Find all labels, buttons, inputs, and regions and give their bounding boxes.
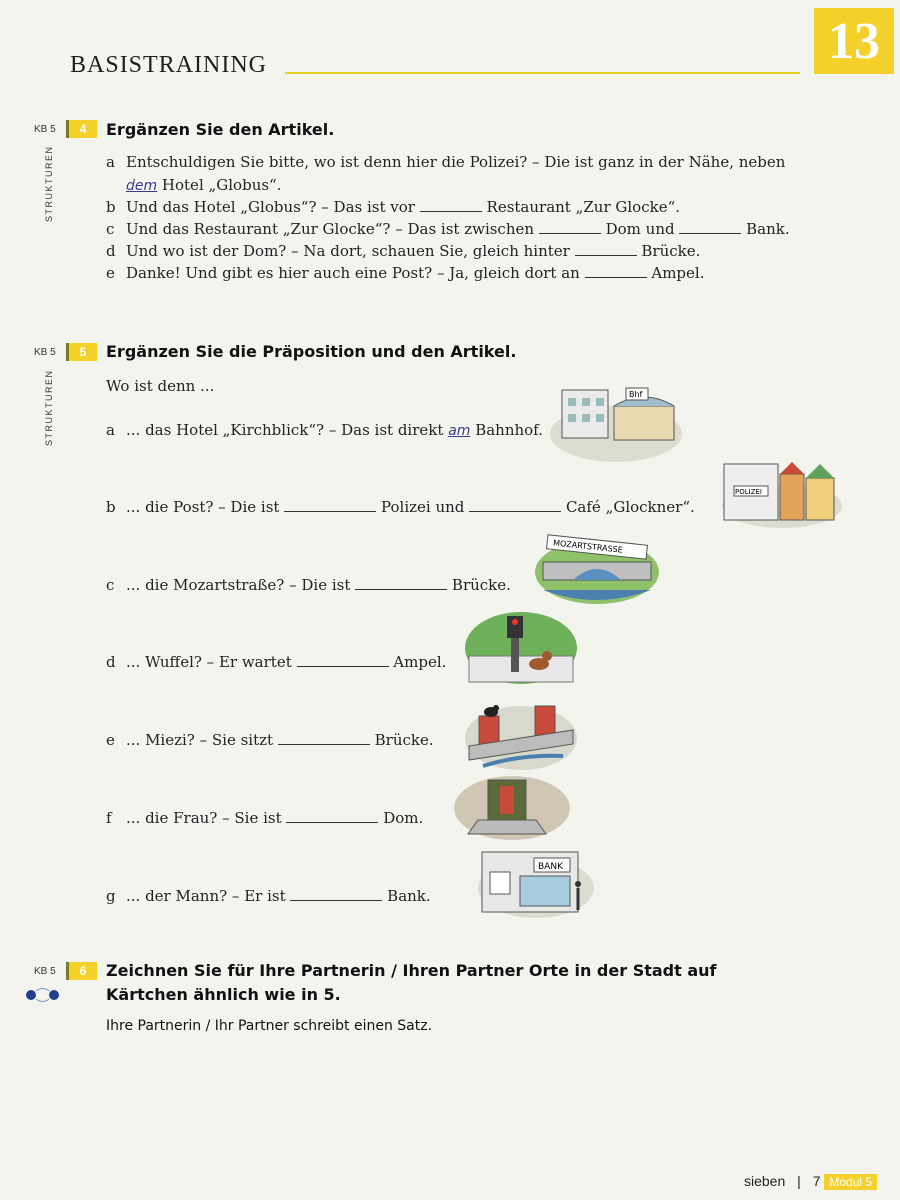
exercise-item: e Danke! Und gibt es hier auch eine Post? – Ja, gleich dort an Ampel.	[106, 264, 705, 282]
exercise-number: 6	[66, 962, 97, 980]
svg-text:BANK: BANK	[538, 862, 563, 872]
exercise-instruction: Ergänzen Sie den Artikel.	[106, 120, 335, 139]
svg-text:Bhf: Bhf	[629, 390, 643, 399]
answer-blank[interactable]	[575, 241, 637, 256]
side-label: STRUKTUREN	[44, 145, 54, 222]
exercise-item: a Entschuldigen Sie bitte, wo ist denn hier die Polizei? – Die ist ganz in der Nähe, neben	[106, 153, 786, 171]
partner-work-icon	[24, 986, 62, 1004]
post-police-cafe-illustration	[720, 460, 842, 530]
exercise-instruction: Zeichnen Sie für Ihre Partnerin / Ihren Partner Orte in der Stadt auf	[106, 961, 717, 980]
exercise-item: g ... der Mann? – Er ist Bank.	[106, 887, 431, 905]
side-label: STRUKTUREN	[44, 369, 54, 446]
exercise-subtext: Ihre Partnerin / Ihr Partner schreibt einen Satz.	[106, 1018, 433, 1034]
exercise-instruction-continued: Kärtchen ähnlich wie in 5.	[106, 985, 341, 1004]
exercise-number: 5	[66, 343, 97, 361]
page-number: 7	[812, 1173, 821, 1189]
answer-blank[interactable]	[469, 497, 561, 512]
exercise-item: c ... die Mozartstraße? – Die ist Brücke.	[106, 576, 511, 594]
answer-blank[interactable]	[286, 808, 378, 823]
svg-text:MOZARTSTRASSE: MOZARTSTRASSE	[552, 538, 624, 555]
svg-text:POLIZEI: POLIZEI	[735, 488, 762, 496]
exercise-instruction: Ergänzen Sie die Präposition und den Artikel.	[106, 342, 517, 361]
exercise-item: f ... die Frau? – Sie ist Dom.	[106, 809, 424, 827]
answer-blank[interactable]	[278, 730, 370, 745]
answer-blank[interactable]	[284, 497, 376, 512]
exercise-item: b Und das Hotel „Globus“? – Das ist vor Restaurant „Zur Glocke“.	[106, 198, 681, 216]
exercise-item-continued: dem Hotel „Globus“.	[126, 176, 282, 194]
handwritten-answer: am	[448, 423, 471, 439]
exercise-intro: Wo ist denn ...	[106, 377, 215, 395]
dog-traffic-light-illustration	[463, 610, 579, 688]
exercise-item: b ... die Post? – Die ist Polizei und Café „Glockner“.	[106, 498, 695, 516]
answer-blank[interactable]	[539, 219, 601, 234]
answer-blank[interactable]	[290, 886, 382, 901]
kb-reference: KB 5	[34, 966, 56, 977]
page-footer: sieben | 7 Modul 5	[744, 1173, 877, 1189]
exercise-item: d ... Wuffel? – Er wartet Ampel.	[106, 653, 447, 671]
chapter-number: 13	[814, 8, 894, 74]
page-title: BASISTRAINING	[70, 52, 268, 78]
answer-blank[interactable]	[585, 263, 647, 278]
page-word: sieben	[744, 1173, 786, 1189]
exercise-item: e ... Miezi? – Sie sitzt Brücke.	[106, 731, 434, 749]
exercise-item: d Und wo ist der Dom? – Na dort, schauen Sie, gleich hinter Brücke.	[106, 242, 701, 260]
bank-illustration	[476, 848, 596, 920]
bridge-street-illustration	[533, 534, 661, 606]
kb-reference: KB 5	[34, 347, 56, 358]
answer-blank[interactable]	[420, 197, 482, 212]
title-rule	[285, 72, 800, 74]
church-door-illustration	[452, 774, 572, 840]
exercise-item: c Und das Restaurant „Zur Glocke“? – Das ist zwischen Dom und Bank.	[106, 220, 790, 238]
modul-label: Modul 5	[824, 1174, 877, 1190]
handwritten-answer: dem	[126, 178, 158, 194]
answer-blank[interactable]	[297, 652, 389, 667]
exercise-item: a ... das Hotel „Kirchblick“? – Das ist direkt am Bahnhof.	[106, 421, 543, 439]
cat-bridge-illustration	[463, 700, 579, 770]
answer-blank[interactable]	[679, 219, 741, 234]
exercise-number: 4	[66, 120, 97, 138]
answer-blank[interactable]	[355, 575, 447, 590]
kb-reference: KB 5	[34, 124, 56, 135]
hotel-station-illustration	[548, 384, 684, 462]
